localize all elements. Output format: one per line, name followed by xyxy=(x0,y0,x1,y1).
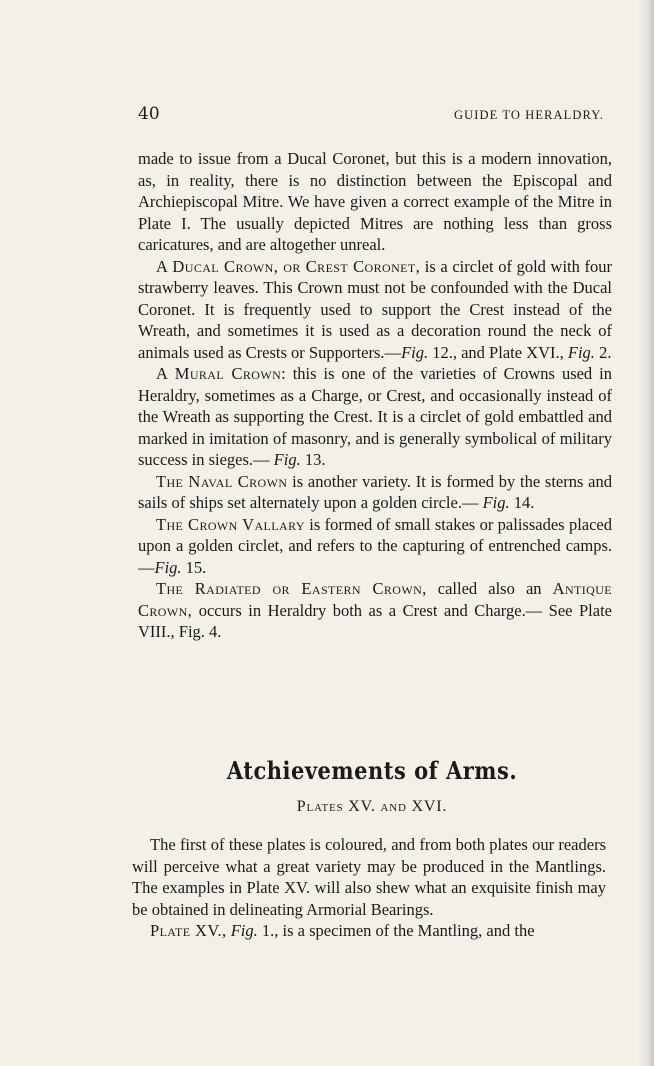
paragraph-text: : this is one of the varieties of Crowns used in Heraldry, sometimes as a Charge, or Crest, and occasionally instead of the Wreath as supporting the Crest. It is a circlet of gold embattled and marked in imitation of masonry, and is generally symbolical of military success in sieges.— xyxy=(138,364,612,469)
page-edge-shadow xyxy=(638,0,654,1066)
page-number: 40 xyxy=(138,104,160,124)
paragraph-text: called also an xyxy=(426,579,553,598)
fig-ref: Fig. xyxy=(230,921,258,941)
term: A Mural Crown xyxy=(156,364,282,383)
paragraph-text: 15. xyxy=(181,557,207,577)
paragraph-text: The first of these plates is coloured, and from both plates our readers will perceive what a great variety may be produced in the Mantlings. The examples in Plate XV. will also shew what an exquisite finish may be obtained in delineating Armorial Bearings. xyxy=(132,835,606,919)
section-title: Atchievements of Arms. xyxy=(226,756,518,785)
term: The Naval Crown xyxy=(156,471,288,491)
paragraph-text: is formed of small stakes or palissades placed upon a golden circlet, and refers to the capturing of entrenched camps.— xyxy=(138,514,613,577)
paragraph-text: 2. xyxy=(594,342,612,362)
section-subtitle: Plates XV. and XVI. xyxy=(296,798,448,815)
term: Antique Crown, xyxy=(138,579,612,620)
body-text-section xyxy=(132,834,606,942)
fig-ref: Fig. xyxy=(273,450,301,469)
paragraph-mitre xyxy=(138,148,612,256)
fig-ref: Fig. xyxy=(154,557,182,577)
paragraph-text: is a circlet of gold with four strawberry leaves. This Crown must not be confounded with the Ducal Coronet. It is frequently used to support the Crest instead of the Wreath, and sometimes it is used as a decoration round the neck of animals used as Crests or Supporters.— xyxy=(138,256,612,362)
fig-ref: Fig. xyxy=(567,342,595,362)
paragraph-text: occurs in Heraldry both as a Crest and Charge.— See Plate VIII., Fig. 4. xyxy=(138,600,612,641)
term: The Crown Vallary xyxy=(156,514,305,534)
paragraph-naval-crown xyxy=(138,471,612,514)
paragraph-plates-intro xyxy=(132,834,606,920)
body-text xyxy=(138,148,612,643)
paragraph-crown-vallary xyxy=(138,514,612,579)
term: A Ducal Crown, or Crest Coronet, xyxy=(156,256,421,276)
paragraph-plate-xv xyxy=(132,920,606,942)
page-header xyxy=(138,104,610,128)
paragraph-text: is another variety. It is formed by the sterns and sails of ships set alternately upon a golden circle.— xyxy=(138,471,612,512)
paragraph-radiated-crown xyxy=(138,578,612,643)
term: The Radiated or Eastern Crown, xyxy=(156,579,427,598)
paragraph-text: 12., and Plate XVI., xyxy=(428,342,568,362)
paragraph-text: 14. xyxy=(509,493,535,512)
paragraph-text: 1., is a specimen of the Mantling, and the xyxy=(257,921,535,941)
paragraph-text: 13. xyxy=(300,450,326,469)
term: Plate XV., xyxy=(150,921,227,941)
fig-ref: Fig. xyxy=(482,493,510,512)
paragraph-ducal-crown xyxy=(138,256,612,364)
paragraph-text: made to issue from a Ducal Coronet, but this is a modern innovation, as, in reality, there is no distinction between the Episcopal and Archiepiscopal Mitre. We have given a correct example of the Mitre in Plate I. The usually depicted Mitres are nothing less than gross caricatures, and are altogether unreal. xyxy=(138,149,612,254)
paragraph-mural-crown xyxy=(138,363,612,471)
fig-ref: Fig. xyxy=(401,342,429,362)
running-head: GUIDE TO HERALDRY. xyxy=(453,108,604,122)
